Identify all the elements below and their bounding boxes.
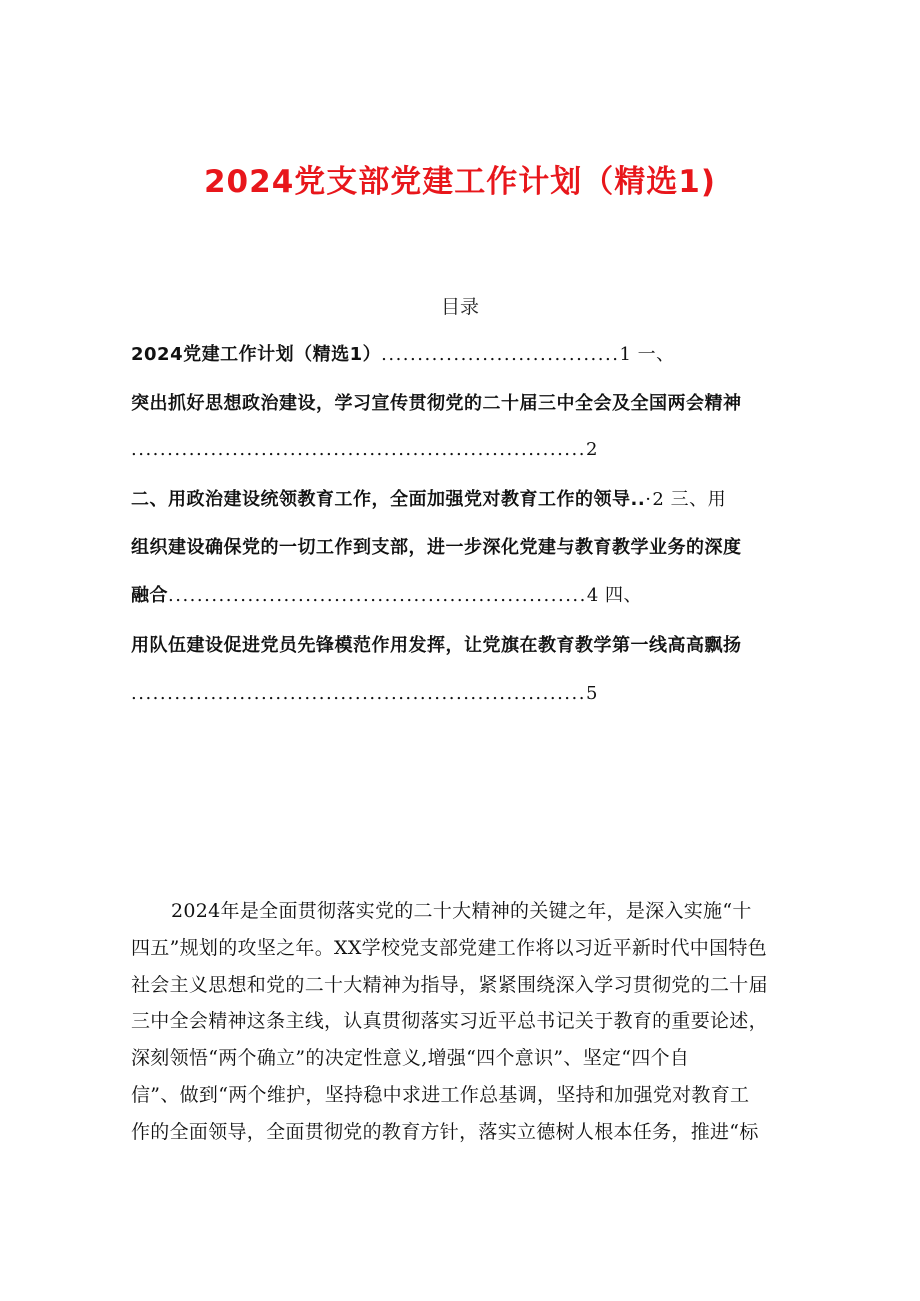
- toc-page-number: 2 三、用: [652, 489, 727, 510]
- toc-page-number: 2: [585, 439, 598, 460]
- toc-entry[interactable]: [131, 632, 801, 660]
- toc-heading: 目录: [440, 296, 479, 318]
- toc-page-number: 1 一、: [619, 344, 675, 365]
- body-line: 2024年是全面贯彻落实党的二十大精神的关键之年，是深入实施“十: [171, 900, 752, 922]
- toc-page-number: 4 四、: [586, 585, 643, 606]
- body-line: 社会主义思想和党的二十大精神为指导，紧紧围绕深入学习贯彻党的二十届: [131, 973, 768, 996]
- body-paragraph: [131, 893, 801, 1151]
- toc-leader-dots: ..........................................................: [168, 585, 587, 606]
- body-line: 三中全会精神这条主线，认真贯彻落实习近平总书记关于教育的重要论述，: [131, 1010, 768, 1033]
- body-line: 作的全面领导，全面贯彻党的教育方针，落实立德树人根本任务，推进“标: [131, 1120, 759, 1143]
- toc-entry[interactable]: [131, 436, 801, 464]
- toc-entry-text: 融合: [131, 585, 168, 606]
- toc-entry[interactable]: [131, 534, 801, 562]
- toc-entry-text: 突出抓好思想政治建设，学习宣传贯彻党的二十届三中全会及全国两会精神: [131, 393, 742, 414]
- toc-leader-dots: .................................: [381, 344, 620, 365]
- toc-leader-dots: ·: [645, 489, 653, 510]
- toc-entry-text: 组织建设确保党的一切工作到支部，进一步深化党建与教育教学业务的深度: [131, 537, 742, 558]
- document-title: 2024党支部党建工作计划（精选1): [203, 164, 717, 200]
- body-line: 四五”规划的攻坚之年。XX学校党支部党建工作将以习近平新时代中国特色: [131, 936, 767, 959]
- toc-leader-dots: ...............................................................: [131, 439, 586, 460]
- body-line: 深刻领悟“两个确立”的决定性意义,增强“四个意识”、坚定“四个自: [131, 1047, 690, 1070]
- toc-page-number: 5: [585, 683, 598, 704]
- toc-entry[interactable]: [131, 680, 801, 708]
- toc-entry[interactable]: [131, 341, 801, 369]
- toc-leader-dots: ...............................................................: [131, 683, 586, 704]
- toc-entry[interactable]: [131, 582, 801, 610]
- toc-entry-text: 二、用政治建设统领教育工作，全面加强党对教育工作的领导..: [131, 489, 646, 510]
- toc-entry-text: 用队伍建设促进党员先锋模范作用发挥，让党旗在教育教学第一线高高飘扬: [131, 635, 742, 656]
- toc-entry-text: 2024党建工作计划（精选1）: [131, 344, 382, 365]
- body-line: 信”、做到“两个维护，坚持稳中求进工作总基调，坚持和加强党对教育工: [131, 1083, 750, 1106]
- toc-entry[interactable]: [131, 486, 801, 514]
- toc-entry[interactable]: [131, 390, 801, 418]
